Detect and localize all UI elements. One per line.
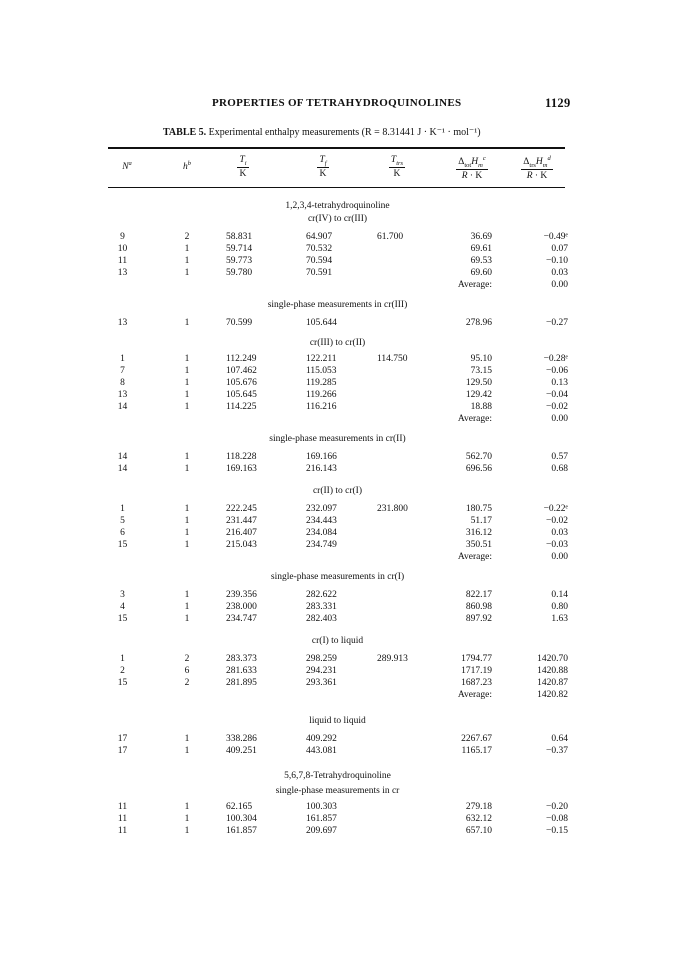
cell-n: 14 [117, 452, 128, 462]
cell-delta-tot: 69.60 [470, 268, 492, 278]
cell-t-final: 293.361 [306, 678, 337, 688]
cell-delta-tot: 897.92 [465, 614, 492, 624]
cell-h: 1 [184, 366, 190, 376]
cell-t-trs: 231.800 [377, 504, 408, 514]
cell-h: 1 [184, 734, 190, 744]
average-row [0, 689, 675, 702]
cell-t-trs: 289.913 [377, 654, 408, 664]
cell-delta-tot: 1165.17 [461, 746, 492, 756]
cell-h: 1 [184, 390, 190, 400]
cell-t-final: 115.053 [306, 366, 337, 376]
average-value: 1420.82 [537, 690, 568, 700]
cell-delta-trs: 0.80 [551, 602, 568, 612]
cell-t-final: 282.403 [306, 614, 337, 624]
cell-delta-trs: −0.37 [546, 746, 568, 756]
cell-h: 1 [184, 504, 190, 514]
cell-delta-tot: 1794.77 [461, 654, 492, 664]
running-head [0, 97, 675, 113]
cell-h: 1 [184, 540, 190, 550]
cell-delta-trs: −0.10 [546, 256, 568, 266]
cell-n: 11 [117, 814, 128, 824]
cell-delta-trs: 0.13 [551, 378, 568, 388]
cell-t-initial: 338.286 [226, 734, 257, 744]
cell-delta-trs: 0.68 [551, 464, 568, 474]
cell-t-final: 119.285 [306, 378, 337, 388]
cell-t-initial: 409.251 [226, 746, 257, 756]
cell-t-initial: 70.599 [226, 318, 253, 328]
table-row [0, 613, 675, 626]
column-header-delta-tot: $\frac{\Delta_{tot}H_m^c}{R \cdot K}$ [458, 155, 486, 182]
cell-t-initial: 105.645 [226, 390, 257, 400]
cell-t-initial: 59.714 [226, 244, 253, 254]
column-header-t-trs: $\frac{T_{trs}}{K}$ [390, 155, 404, 179]
cell-delta-tot: 129.50 [465, 378, 492, 388]
cell-n: 10 [117, 244, 128, 254]
cell-h: 1 [184, 256, 190, 266]
cell-h: 1 [184, 528, 190, 538]
cell-n: 1 [120, 354, 125, 364]
cell-t-final: 234.443 [306, 516, 337, 526]
cell-delta-trs: −0.02 [546, 516, 568, 526]
cell-delta-trs: −0.27 [546, 318, 568, 328]
cell-t-initial: 215.043 [226, 540, 257, 550]
cell-h: 1 [184, 268, 190, 278]
cell-t-final: 234.084 [306, 528, 337, 538]
cell-t-final: 169.166 [306, 452, 337, 462]
cell-delta-trs: 0.03 [551, 528, 568, 538]
cell-h: 1 [184, 826, 190, 836]
cell-t-final: 70.594 [306, 256, 333, 266]
cell-h: 1 [184, 318, 190, 328]
cell-delta-trs: −0.49ᵉ [543, 232, 568, 242]
cell-t-final: 443.081 [306, 746, 337, 756]
cell-delta-trs: 0.14 [551, 590, 568, 600]
cell-delta-trs: 1420.87 [537, 678, 568, 688]
cell-n: 6 [120, 528, 125, 538]
cell-h: 1 [184, 602, 190, 612]
cell-t-final: 216.143 [306, 464, 337, 474]
cell-delta-trs: −0.03 [546, 540, 568, 550]
cell-h: 1 [184, 402, 190, 412]
cell-h: 1 [184, 802, 190, 812]
cell-n: 1 [120, 504, 125, 514]
running-title: PROPERTIES OF TETRAHYDROQUINOLINES [212, 97, 462, 109]
cell-delta-tot: 180.75 [465, 504, 492, 514]
average-value: 0.00 [551, 280, 568, 290]
cell-t-initial: 58.831 [226, 232, 253, 242]
cell-n: 17 [117, 734, 128, 744]
average-value: 0.00 [551, 552, 568, 562]
cell-delta-tot: 95.10 [470, 354, 492, 364]
cell-delta-tot: 860.98 [465, 602, 492, 612]
cell-t-initial: 238.000 [226, 602, 257, 612]
table-label: TABLE 5. [163, 127, 207, 138]
cell-n: 1 [120, 654, 125, 664]
cell-t-final: 298.259 [306, 654, 337, 664]
cell-t-final: 122.211 [306, 354, 337, 364]
cell-n: 17 [117, 746, 128, 756]
cell-n: 13 [117, 318, 128, 328]
cell-n: 15 [117, 614, 128, 624]
cell-t-initial: 112.249 [226, 354, 257, 364]
cell-t-final: 409.292 [306, 734, 337, 744]
cell-t-final: 234.749 [306, 540, 337, 550]
average-value: 0.00 [551, 414, 568, 424]
cell-delta-tot: 18.88 [470, 402, 492, 412]
section-heading: cr(IV) to cr(III) [307, 214, 368, 224]
cell-t-initial: 216.407 [226, 528, 257, 538]
cell-h: 2 [184, 654, 190, 664]
cell-delta-tot: 632.12 [465, 814, 492, 824]
cell-delta-tot: 69.61 [470, 244, 492, 254]
cell-t-final: 294.231 [306, 666, 337, 676]
cell-n: 7 [120, 366, 125, 376]
cell-t-final: 283.331 [306, 602, 337, 612]
column-header-t-initial: $\frac{T_i}{K}$ [239, 155, 247, 179]
cell-t-initial: 281.633 [226, 666, 257, 676]
column-header-t-final: $\frac{T_f}{K}$ [319, 155, 327, 179]
average-label: Average: [457, 552, 492, 562]
cell-delta-tot: 69.53 [470, 256, 492, 266]
cell-t-final: 119.266 [306, 390, 337, 400]
cell-delta-tot: 1687.23 [461, 678, 492, 688]
section-heading: single-phase measurements in cr(III) [267, 300, 408, 310]
cell-n: 8 [120, 378, 125, 388]
average-row [0, 413, 675, 426]
cell-n: 15 [117, 540, 128, 550]
table-row [0, 745, 675, 758]
table-row [0, 825, 675, 838]
cell-n: 13 [117, 268, 128, 278]
table-header-rule [108, 187, 565, 188]
cell-t-initial: 281.895 [226, 678, 257, 688]
cell-delta-tot: 350.51 [465, 540, 492, 550]
cell-h: 1 [184, 378, 190, 388]
cell-t-final: 64.907 [306, 232, 333, 242]
cell-delta-trs: −0.08 [546, 814, 568, 824]
table-caption [163, 127, 583, 138]
cell-delta-trs: −0.28ᵉ [543, 354, 568, 364]
average-label: Average: [457, 280, 492, 290]
section-heading: 5,6,7,8-Tetrahydroquinoline [284, 771, 391, 781]
table-row [0, 463, 675, 476]
cell-delta-trs: −0.20 [546, 802, 568, 812]
section-heading: liquid to liquid [309, 716, 366, 726]
cell-h: 1 [184, 614, 190, 624]
cell-t-initial: 107.462 [226, 366, 257, 376]
cell-n: 9 [120, 232, 125, 242]
cell-n: 14 [117, 464, 128, 474]
cell-t-initial: 114.225 [226, 402, 257, 412]
cell-t-initial: 161.857 [226, 826, 257, 836]
average-label: Average: [457, 414, 492, 424]
column-header-delta-trs: $\frac{\Delta_{trs}H_m^d}{R \cdot K}$ [523, 155, 551, 182]
cell-h: 1 [184, 452, 190, 462]
table-row [0, 317, 675, 330]
cell-delta-trs: 0.07 [551, 244, 568, 254]
cell-t-initial: 105.676 [226, 378, 257, 388]
average-label: Average: [457, 690, 492, 700]
column-header-h: $h^b$ [183, 160, 191, 173]
table-top-rule [108, 147, 565, 149]
cell-t-final: 282.622 [306, 590, 337, 600]
cell-t-final: 70.532 [306, 244, 333, 254]
cell-t-initial: 59.780 [226, 268, 253, 278]
cell-delta-tot: 696.56 [465, 464, 492, 474]
cell-delta-trs: 0.03 [551, 268, 568, 278]
cell-delta-trs: −0.04 [546, 390, 568, 400]
cell-delta-tot: 73.15 [470, 366, 492, 376]
cell-n: 14 [117, 402, 128, 412]
cell-t-initial: 222.245 [226, 504, 257, 514]
page-number: 1129 [545, 96, 571, 110]
cell-t-trs: 114.750 [377, 354, 408, 364]
cell-delta-trs: 1420.70 [537, 654, 568, 664]
cell-n: 11 [117, 802, 128, 812]
cell-h: 1 [184, 814, 190, 824]
cell-n: 5 [120, 516, 125, 526]
cell-t-initial: 169.163 [226, 464, 257, 474]
cell-h: 1 [184, 244, 190, 254]
cell-h: 1 [184, 464, 190, 474]
cell-t-initial: 234.747 [226, 614, 257, 624]
section-heading: cr(I) to liquid [311, 636, 364, 646]
cell-n: 11 [117, 256, 128, 266]
table-caption-text: Experimental enthalpy measurements (R = 8.31441 J · K⁻¹ · mol⁻¹) [208, 127, 481, 138]
cell-delta-tot: 822.17 [465, 590, 492, 600]
cell-h: 1 [184, 354, 190, 364]
cell-t-initial: 239.356 [226, 590, 257, 600]
cell-delta-trs: 0.57 [551, 452, 568, 462]
cell-t-initial: 62.165 [226, 802, 253, 812]
section-heading: cr(II) to cr(I) [312, 486, 363, 496]
cell-delta-trs: −0.02 [546, 402, 568, 412]
cell-delta-tot: 316.12 [465, 528, 492, 538]
cell-t-initial: 118.228 [226, 452, 257, 462]
cell-h: 1 [184, 746, 190, 756]
cell-delta-trs: 0.64 [551, 734, 568, 744]
cell-t-trs: 61.700 [377, 232, 404, 242]
cell-t-initial: 283.373 [226, 654, 257, 664]
cell-delta-tot: 2267.67 [461, 734, 492, 744]
cell-delta-tot: 279.18 [465, 802, 492, 812]
cell-n: 13 [117, 390, 128, 400]
cell-t-initial: 231.447 [226, 516, 257, 526]
cell-n: 11 [117, 826, 128, 836]
cell-t-final: 70.591 [306, 268, 333, 278]
cell-h: 2 [184, 678, 190, 688]
cell-delta-trs: 1420.88 [537, 666, 568, 676]
cell-t-initial: 100.304 [226, 814, 257, 824]
cell-h: 2 [184, 232, 190, 242]
section-heading: cr(III) to cr(II) [309, 338, 366, 348]
cell-delta-tot: 562.70 [465, 452, 492, 462]
cell-delta-tot: 657.10 [465, 826, 492, 836]
cell-n: 4 [120, 602, 125, 612]
section-heading: single-phase measurements in cr [275, 786, 400, 796]
cell-delta-trs: 1.63 [551, 614, 568, 624]
average-row [0, 279, 675, 292]
cell-t-final: 116.216 [306, 402, 337, 412]
cell-delta-tot: 278.96 [465, 318, 492, 328]
cell-n: 3 [120, 590, 125, 600]
cell-t-final: 100.303 [306, 802, 337, 812]
cell-delta-trs: −0.22ᵉ [543, 504, 568, 514]
cell-h: 6 [184, 666, 190, 676]
cell-t-final: 105.644 [306, 318, 337, 328]
column-header-n: $N^a$ [122, 160, 132, 173]
cell-delta-tot: 1717.19 [461, 666, 492, 676]
cell-n: 15 [117, 678, 128, 688]
cell-n: 2 [120, 666, 125, 676]
cell-delta-trs: −0.15 [546, 826, 568, 836]
cell-delta-tot: 129.42 [465, 390, 492, 400]
cell-t-initial: 59.773 [226, 256, 253, 266]
average-row [0, 551, 675, 564]
cell-delta-tot: 36.69 [470, 232, 492, 242]
cell-t-final: 161.857 [306, 814, 337, 824]
section-heading: 1,2,3,4-tetrahydroquinoline [285, 201, 390, 211]
cell-h: 1 [184, 590, 190, 600]
section-heading: single-phase measurements in cr(II) [269, 434, 406, 444]
cell-h: 1 [184, 516, 190, 526]
cell-delta-trs: −0.06 [546, 366, 568, 376]
cell-t-final: 232.097 [306, 504, 337, 514]
cell-delta-tot: 51.17 [470, 516, 492, 526]
section-heading: single-phase measurements in cr(I) [270, 572, 405, 582]
cell-t-final: 209.697 [306, 826, 337, 836]
